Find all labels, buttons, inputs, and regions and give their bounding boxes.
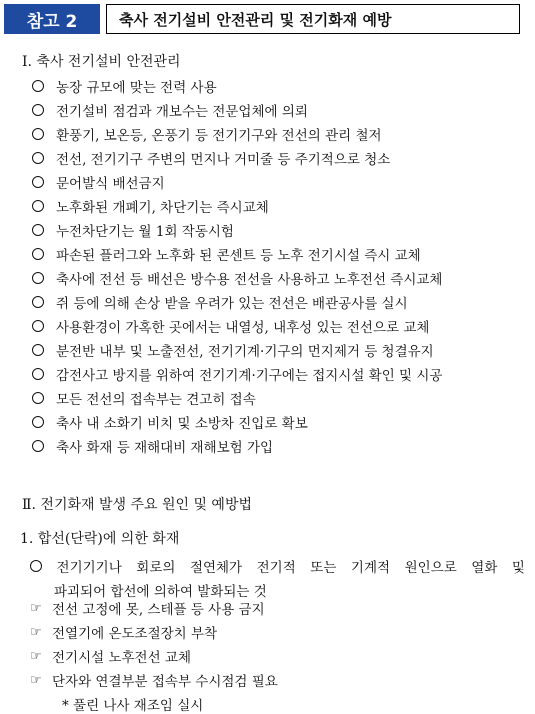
list-item xyxy=(32,124,382,144)
circle-bullet-icon xyxy=(32,176,44,188)
cause-word: 회로의 xyxy=(136,560,176,576)
pointing-hand-icon: ☞ xyxy=(30,624,42,640)
circle-bullet-icon xyxy=(32,272,44,284)
measure-text: 전기시설 노후전선 교체 xyxy=(52,650,191,666)
pointing-hand-icon: ☞ xyxy=(30,672,42,688)
list-item xyxy=(32,364,442,384)
subsection-title: 1. 합선(단락)에 의한 화재 xyxy=(20,531,180,547)
measure-text: 전열기에 온도조절장치 부착 xyxy=(52,626,218,642)
measure-item xyxy=(30,646,191,666)
list-item-text: 축사 화재 등 재해대비 재해보험 가입 xyxy=(56,440,274,456)
circle-bullet-icon xyxy=(30,560,42,572)
list-item xyxy=(32,412,308,432)
list-item xyxy=(32,196,269,216)
circle-bullet-icon xyxy=(32,152,44,164)
circle-bullet-icon xyxy=(32,104,44,116)
list-item xyxy=(32,220,234,240)
cause-word: 열화 xyxy=(471,560,498,576)
measure-item xyxy=(30,598,265,618)
cause-word: 원인으로 xyxy=(404,560,457,576)
measure-text: 전선 고정에 못, 스테플 등 사용 금지 xyxy=(52,602,265,618)
circle-bullet-icon xyxy=(32,248,44,260)
cause-line-1 xyxy=(30,556,525,576)
circle-bullet-icon xyxy=(32,440,44,452)
list-item-text: 환풍기, 보온등, 온풍기 등 전기기구와 전선의 관리 철저 xyxy=(56,128,382,144)
section-1-title: Ⅰ. 축사 전기설비 안전관리 xyxy=(22,54,181,70)
note-text: * 풀린 나사 재조임 실시 xyxy=(62,698,204,714)
list-item xyxy=(32,316,429,336)
cause-word: 전기적 xyxy=(256,560,296,576)
list-item xyxy=(32,148,390,168)
circle-bullet-icon xyxy=(32,200,44,212)
section-2-title: Ⅱ. 전기화재 발생 주요 원인 및 예방법 xyxy=(22,497,253,513)
list-item-text: 누전차단기는 월 1회 작동시험 xyxy=(56,224,234,240)
list-item-text: 감전사고 방지를 위하여 전기기계·기구에는 접지시설 확인 및 시공 xyxy=(56,368,443,384)
measure-item xyxy=(30,670,278,690)
circle-bullet-icon xyxy=(32,296,44,308)
list-item-text: 문어발식 배선금지 xyxy=(56,176,165,192)
circle-bullet-icon xyxy=(32,80,44,92)
cause-word: 및 xyxy=(511,560,525,576)
page-title: 축사 전기설비 안전관리 및 전기화재 예방 xyxy=(106,4,520,34)
list-item-text: 축사에 전선 등 배선은 방수용 전선을 사용하고 노후전선 즉시교체 xyxy=(56,272,443,288)
list-item xyxy=(32,76,217,96)
list-item xyxy=(32,388,256,408)
list-item xyxy=(32,292,408,312)
list-item-text: 전기설비 점검과 개보수는 전문업체에 의뢰 xyxy=(56,104,308,120)
cause-word: 절연체가 xyxy=(189,560,243,576)
cause-description xyxy=(30,556,525,600)
list-item xyxy=(32,340,434,360)
circle-bullet-icon xyxy=(32,128,44,140)
list-item-text: 전선, 전기기구 주변의 먼지나 거미줄 등 주기적으로 청소 xyxy=(56,152,391,168)
list-item xyxy=(32,436,273,456)
measure-item xyxy=(30,622,217,642)
list-item-text: 파손된 플러그와 노후화 된 콘센트 등 노후 전기시설 즉시 교체 xyxy=(56,248,421,264)
list-item-text: 축사 내 소화기 비치 및 소방차 진입로 확보 xyxy=(56,416,308,432)
list-item xyxy=(32,172,165,192)
list-item-text: 쥐 등에 의해 손상 받을 우려가 있는 전선은 배관공사를 실시 xyxy=(56,296,408,312)
list-item-text: 분전반 내부 및 노출전선, 전기기계·기구의 먼지제거 등 청결유지 xyxy=(56,344,434,360)
circle-bullet-icon xyxy=(32,344,44,356)
list-item-text: 모든 전선의 접속부는 견고히 접속 xyxy=(56,392,256,408)
pointing-hand-icon: ☞ xyxy=(30,600,42,616)
list-item-text: 농장 규모에 맞는 전력 사용 xyxy=(56,80,217,96)
cause-word: 전기기기나 xyxy=(56,560,122,576)
cause-word: 또는 xyxy=(310,560,337,576)
cause-word: 기계적 xyxy=(350,560,391,576)
page-header xyxy=(4,4,520,34)
list-item xyxy=(32,268,442,288)
pointing-hand-icon: ☞ xyxy=(30,648,42,664)
cause-line-2: 파괴되어 합선에 의하여 발화되는 것 xyxy=(54,584,267,600)
circle-bullet-icon xyxy=(32,416,44,428)
circle-bullet-icon xyxy=(32,224,44,236)
list-item xyxy=(32,100,308,120)
list-item-text: 노후화된 개폐기, 차단기는 즉시교체 xyxy=(56,200,269,216)
measure-text: 단자와 연결부분 접속부 수시점검 필요 xyxy=(52,674,278,690)
list-item-text: 사용환경이 가혹한 곳에서는 내열성, 내후성 있는 전선으로 교체 xyxy=(56,320,430,336)
circle-bullet-icon xyxy=(32,392,44,404)
reference-badge: 참고 2 xyxy=(4,4,100,34)
circle-bullet-icon xyxy=(32,368,44,380)
circle-bullet-icon xyxy=(32,320,44,332)
list-item xyxy=(32,244,421,264)
